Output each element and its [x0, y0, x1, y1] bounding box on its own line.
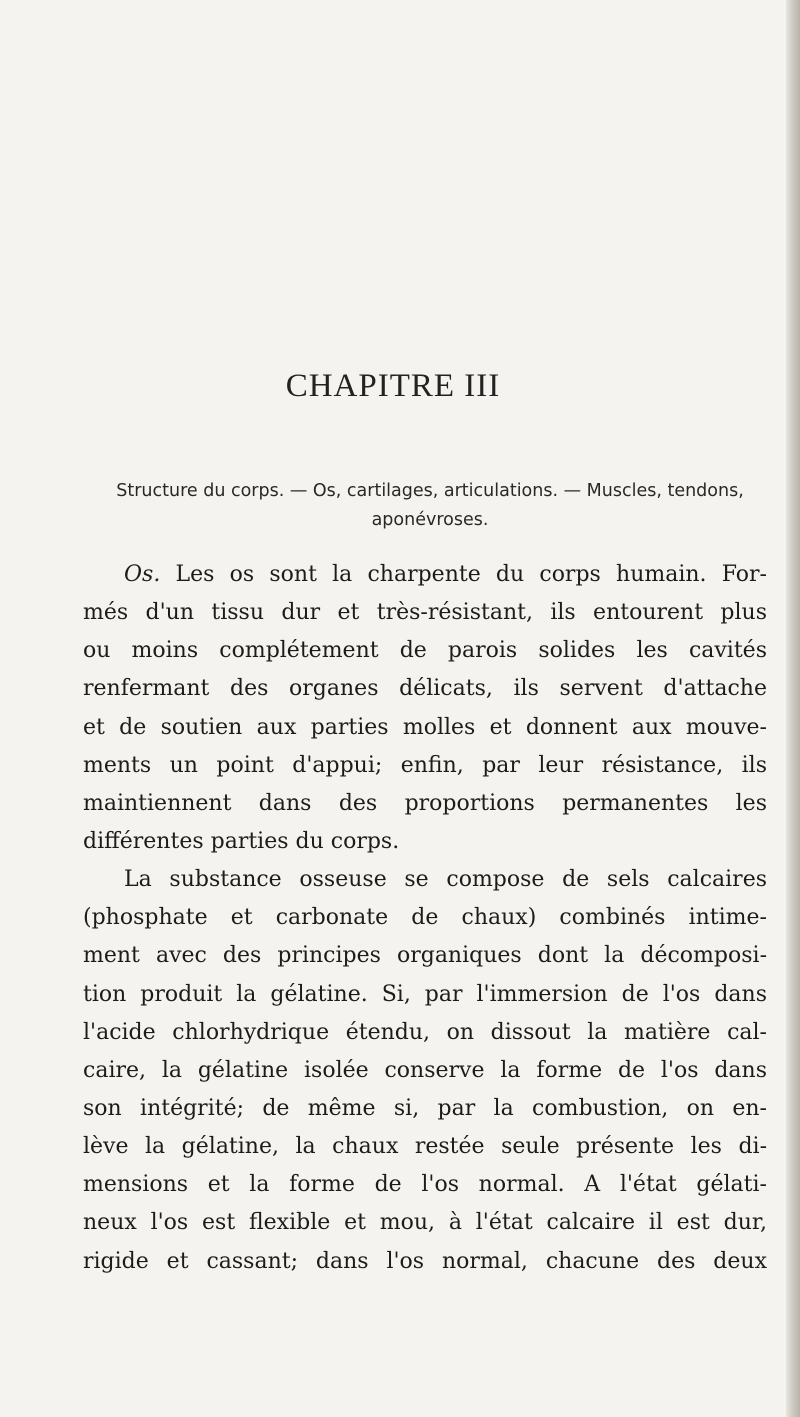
lead-line-text: Les os sont la charpente du corps humain. For- — [175, 562, 767, 587]
paragraph-line: caire, la gélatine isolée conserve la forme de l'os dans — [83, 1057, 767, 1083]
summary-line: aponévroses. — [371, 510, 489, 530]
chapter-summary — [80, 477, 780, 535]
paragraph-line: La substance osseuse se compose de sels calcaires — [124, 867, 767, 893]
paragraph-line: son intégrité; de même si, par la combustion, on en- — [83, 1095, 767, 1121]
paragraph-line: lève la gélatine, la chaux restée seule présente les di- — [83, 1134, 767, 1160]
paragraph-line: neux l'os est flexible et mou, à l'état calcaire il est dur, — [83, 1210, 767, 1236]
paragraph-line: més d'un tissu dur et très-résistant, ils entourent plus — [83, 600, 767, 626]
lead-word: Os. — [124, 562, 161, 587]
paragraph-line: tion produit la gélatine. Si, par l'immersion de l'os dans — [83, 981, 767, 1007]
page-edge-shadow — [786, 0, 800, 1417]
paragraph-line: différentes parties du corps. — [83, 828, 400, 854]
paragraph-line: ments un point d'appui; enfin, par leur résistance, ils — [83, 752, 767, 778]
paragraph-line: ment avec des principes organiques dont la décomposi- — [83, 943, 767, 969]
summary-line: Structure du corps. — Os, cartilages, articulations. — Muscles, tendons, — [116, 481, 744, 501]
paragraph-line: maintiennent dans des proportions permanentes les — [83, 790, 767, 816]
paragraph-line: (phosphate et carbonate de chaux) combinés intime- — [83, 905, 767, 931]
paragraph-line: renfermant des organes délicats, ils servent d'attache — [83, 676, 767, 702]
paragraph-line: l'acide chlorhydrique étendu, on dissout la matière cal- — [83, 1019, 767, 1045]
paragraph-line: mensions et la forme de l'os normal. A l'état gélati- — [83, 1172, 767, 1198]
body-text — [83, 556, 767, 1281]
chapter-title: CHAPITRE III — [285, 368, 501, 404]
paragraph-line: rigide et cassant; dans l'os normal, chacune des deux — [83, 1248, 767, 1274]
paragraph-line — [83, 556, 767, 594]
paragraph-line: ou moins complétement de parois solides les cavités — [83, 638, 767, 664]
paragraph-line: et de soutien aux parties molles et donnent aux mouve- — [83, 714, 767, 740]
